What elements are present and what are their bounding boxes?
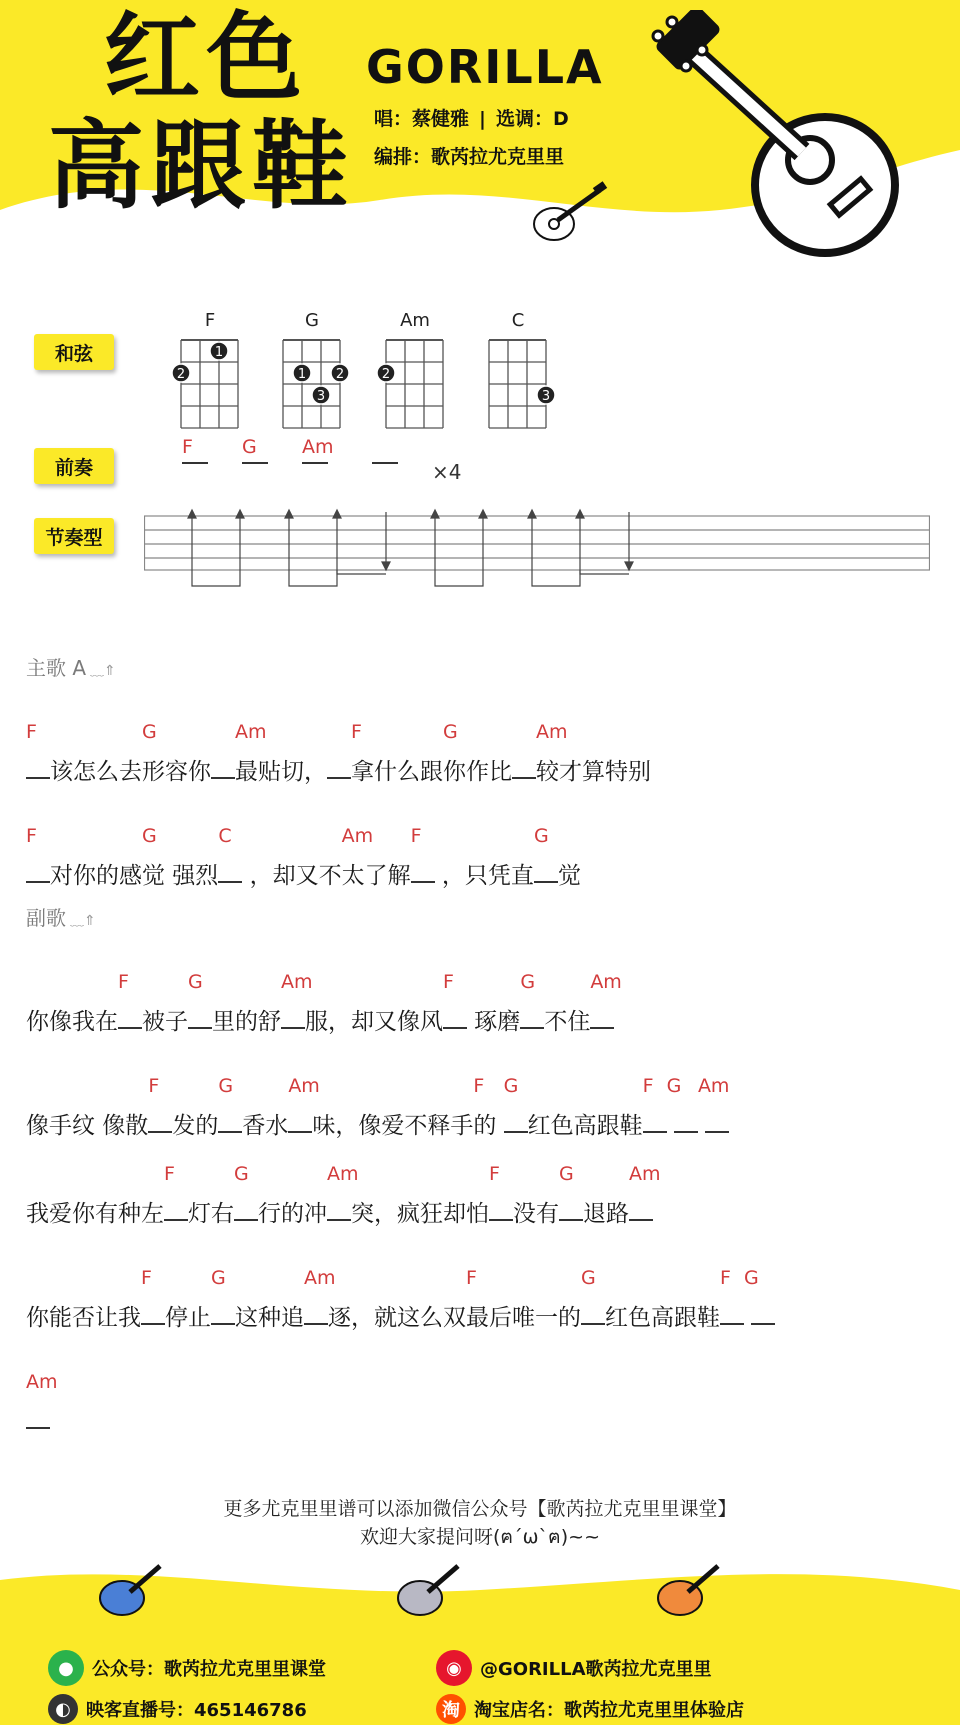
intro-beat-dash [372, 462, 398, 464]
lyric-segment [520, 968, 544, 1036]
lyric-segment [674, 1072, 698, 1140]
svg-text:3: 3 [541, 389, 551, 404]
verse-label: 主歌 A ﹏⇑ [26, 656, 116, 680]
beat-blank [218, 863, 242, 883]
chord-finger-dot [293, 364, 311, 382]
chord-finger-dot [537, 386, 555, 404]
lyric-segment [288, 1072, 320, 1140]
inke-contact: ◐ 映客直播号：465146786 [48, 1694, 307, 1724]
intro-chord-am: Am [302, 436, 334, 458]
lyric-text: 拿什么跟 [351, 759, 443, 785]
chord-fretboard [165, 334, 255, 430]
beat-blank [164, 1201, 188, 1221]
lyric-text: 最后唯一的 [466, 1305, 581, 1331]
beat-blank [720, 1305, 744, 1325]
lyric-segment [605, 1264, 720, 1332]
lyric-segment [164, 1160, 188, 1228]
chord-diagram-am [370, 310, 460, 428]
chord-label: Am [235, 721, 267, 743]
chord-label: Am [341, 825, 374, 847]
lyric-text: 服，却又像风 [305, 1009, 443, 1035]
lyric-text: 味，像爱不释手 [312, 1113, 474, 1139]
lyric-segment [211, 1264, 235, 1332]
chord-label: G [142, 825, 157, 847]
lyric-segment [697, 1072, 730, 1140]
chord-label: F [473, 1075, 485, 1097]
lyric-segment [534, 822, 558, 890]
brand-logo: GORILLA [366, 40, 604, 94]
header [0, 0, 960, 260]
chord-label: F [148, 1075, 160, 1097]
lyric-segment [188, 968, 212, 1036]
lyric-text: 退路 [583, 1201, 629, 1227]
chord-label: F [443, 971, 454, 993]
lyric-segment [142, 822, 218, 890]
lyric-segment [234, 1160, 258, 1228]
intro-beat-dash [302, 462, 328, 464]
lyric-segment [26, 1264, 141, 1332]
chord-finger-dot [210, 342, 228, 360]
lyric-segment [513, 1160, 559, 1228]
beat-blank [443, 1009, 467, 1029]
lyric-segment [304, 1264, 336, 1332]
lyric-text: 对你的感 [50, 863, 142, 889]
lyric-text: 没有 [513, 1201, 559, 1227]
lyric-segment [212, 968, 281, 1036]
lyric-segment [629, 1160, 661, 1228]
lyric-segment [583, 1160, 629, 1228]
lyric-segment [26, 1072, 148, 1140]
svg-text:2: 2 [335, 367, 345, 382]
svg-text:1: 1 [214, 345, 224, 360]
beat-blank [489, 1201, 513, 1221]
lyric-segment [435, 822, 534, 890]
lyric-segment [351, 718, 443, 786]
chord-label: Am [590, 971, 622, 993]
lyric-text: 你像我在 [26, 1009, 118, 1035]
chord-label: Am [327, 1163, 359, 1185]
song-title-line-2: 高跟鞋 [48, 110, 354, 222]
lyric-text: 的 [473, 1113, 504, 1139]
lyric-segment [118, 968, 142, 1036]
chord-label: F [410, 825, 422, 847]
guitar-illustration-icon [650, 10, 930, 270]
lyric-segment [165, 1264, 211, 1332]
lyric-segment [142, 968, 188, 1036]
beat-blank [188, 1009, 212, 1029]
chord-label: G [218, 1075, 234, 1097]
lyric-segment [559, 1160, 583, 1228]
beat-blank [705, 1113, 729, 1133]
lyric-segment [473, 1072, 503, 1140]
intro-chord-f: F [182, 436, 193, 458]
beat-blank [629, 1201, 653, 1221]
lyric-segment [489, 1160, 513, 1228]
chord-name: C [511, 310, 525, 331]
chord-label: F [351, 721, 362, 743]
chord-label: Am [697, 1075, 730, 1097]
lyric-text: 红色高跟鞋 [605, 1305, 720, 1331]
lyric-text: 你能否让我 [26, 1305, 141, 1331]
lyric-text: 不住 [544, 1009, 591, 1035]
lyric-segment [305, 968, 443, 1036]
taobao-contact: 淘 淘宝店名：歌芮拉尤克里里体验店 [436, 1694, 744, 1724]
lyric-segment [281, 968, 313, 1036]
chord-label: G [234, 1163, 249, 1185]
lyric-text [744, 1305, 751, 1331]
chord-label: F [489, 1163, 500, 1185]
chord-label: Am [629, 1163, 661, 1185]
lyric-segment [536, 718, 651, 786]
chord-diagram-g [267, 310, 357, 428]
chord-label: G [666, 1075, 682, 1097]
lyric-segment [148, 1072, 172, 1140]
beat-blank [674, 1113, 698, 1133]
lyric-text: 香水 [242, 1113, 289, 1139]
beat-blank [504, 1113, 528, 1133]
lyric-segment [342, 822, 411, 890]
section-marker-icon: ﹏⇑ [90, 663, 116, 679]
intro-chord-g: G [242, 436, 257, 458]
chord-label: Am [288, 1075, 320, 1097]
chord-name: G [305, 310, 319, 331]
chorus-line-3 [26, 1160, 946, 1230]
lyric-segment [26, 1160, 164, 1228]
beat-blank [281, 1009, 305, 1029]
lyric-text: 红色高跟鞋 [527, 1113, 643, 1139]
beat-blank [148, 1113, 172, 1133]
song-meta [374, 104, 569, 131]
lyric-segment [26, 1368, 58, 1436]
lyric-text: ，只凭直 [434, 863, 534, 889]
lyric-segment [235, 1264, 304, 1332]
lyric-segment [141, 1264, 165, 1332]
chord-fretboard [370, 334, 460, 430]
beat-blank [534, 863, 558, 883]
lyric-segment [50, 718, 142, 786]
chord-label: F [26, 825, 37, 847]
intro-repeat: ×4 [432, 460, 462, 484]
lyric-segment [751, 1264, 775, 1332]
lyric-segment [512, 718, 536, 786]
beat-blank [327, 1201, 351, 1221]
lyric-segment [528, 1072, 643, 1140]
beat-blank [581, 1305, 605, 1325]
lyric-text: 觉 强烈 [142, 863, 219, 889]
lyric-segment [351, 1160, 489, 1228]
chord-diagram-f [165, 310, 255, 428]
footer-note: 更多尤克里里谱可以添加微信公众号【歌芮拉尤克里里课堂】 [223, 1498, 737, 1520]
chord-name: Am [400, 310, 430, 331]
chord-name: F [204, 310, 216, 331]
svg-text:3: 3 [316, 389, 326, 404]
chord-diagram-c [473, 310, 563, 428]
chord-label: G [188, 971, 203, 993]
beat-blank [211, 1305, 235, 1325]
lyric-text: 这种追 [235, 1305, 304, 1331]
beat-blank [141, 1305, 165, 1325]
beat-blank [751, 1305, 775, 1325]
key: 选调：D [495, 108, 569, 130]
lyric-segment [211, 718, 235, 786]
chord-label: F [466, 1267, 477, 1289]
chord-label: G [211, 1267, 226, 1289]
weibo-contact: ◉ @GORILLA歌芮拉尤克里里 [436, 1650, 712, 1686]
beat-blank [26, 759, 50, 779]
lyric-segment [643, 1072, 667, 1140]
beat-blank [288, 1113, 312, 1133]
lyric-segment [242, 1072, 288, 1140]
weibo-icon: ◉ [436, 1650, 472, 1686]
chord-label: G [559, 1163, 574, 1185]
beat-blank [26, 863, 50, 883]
beat-blank [234, 1201, 258, 1221]
beat-blank [211, 759, 235, 779]
beat-blank [118, 1009, 142, 1029]
svg-text:1: 1 [297, 367, 307, 382]
chord-label: G [443, 721, 458, 743]
chord-label: F [164, 1163, 175, 1185]
lyric-segment [188, 1160, 234, 1228]
chord-label: G [142, 721, 157, 743]
lyric-segment [466, 1264, 581, 1332]
chord-label: F [118, 971, 129, 993]
beat-blank [590, 1009, 614, 1029]
chord-fretboard [267, 334, 357, 430]
chord-finger-dot [377, 364, 395, 382]
svg-text:2: 2 [381, 367, 391, 382]
intro-beat-dash [242, 462, 268, 464]
song-title-line-1: 红色 [104, 2, 308, 114]
lyric-segment [590, 968, 622, 1036]
lyric-segment [581, 1264, 605, 1332]
chord-label: G [520, 971, 536, 993]
lyric-segment [142, 718, 211, 786]
lyric-segment [443, 718, 512, 786]
chord-label: G [533, 825, 549, 847]
lyric-text: 我爱你有种左 [26, 1201, 164, 1227]
arranger: 编排：歌芮拉尤克里里 [374, 146, 565, 168]
taobao-icon: 淘 [436, 1694, 466, 1724]
lyric-text: 停止 [165, 1305, 211, 1331]
chord-label: G [744, 1267, 759, 1289]
inke-icon: ◐ [48, 1694, 78, 1724]
lyric-text: 被子 [142, 1009, 188, 1035]
lyric-segment [443, 968, 467, 1036]
lyric-segment [705, 1072, 729, 1140]
beat-blank [520, 1009, 544, 1029]
lyric-segment [258, 1160, 327, 1228]
chord-label: F [720, 1267, 731, 1289]
lyric-segment [544, 968, 590, 1036]
meta-separator: | [479, 108, 486, 130]
chord-fretboard [473, 334, 563, 430]
chord-label: C [218, 825, 232, 847]
rhythm-tag: 节奏型 [34, 518, 114, 554]
chords-tag: 和弦 [34, 334, 114, 370]
small-ukulele-icon [530, 180, 610, 250]
lyric-text: 琢磨 [467, 1009, 521, 1035]
section-marker-icon: ﹏⇑ [70, 913, 96, 929]
lyric-segment [720, 1264, 744, 1332]
lyric-segment [242, 822, 341, 890]
lyric-text: 觉 [557, 863, 581, 889]
lyric-segment [50, 822, 142, 890]
chorus-line-2 [26, 1072, 946, 1142]
wechat-icon: ● [48, 1650, 84, 1686]
lyric-text: 发的 [172, 1113, 219, 1139]
beat-blank [218, 1113, 242, 1133]
lyric-text: 你作比 [443, 759, 512, 785]
beat-blank [559, 1201, 583, 1221]
lyric-text: 像手纹 像散 [26, 1113, 149, 1139]
lyric-segment [26, 968, 118, 1036]
beat-blank [327, 759, 351, 779]
chorus-line-1 [26, 968, 946, 1038]
lyric-segment [558, 822, 581, 890]
lyric-segment [327, 1160, 359, 1228]
intro-beat-dash [182, 462, 208, 464]
lyric-segment [744, 1264, 759, 1332]
lyric-text: ，却又不 [242, 863, 342, 889]
lyric-segment [218, 1072, 242, 1140]
lyric-segment [172, 1072, 218, 1140]
lyric-text: 较才算特别 [536, 759, 651, 785]
beat-blank [643, 1113, 667, 1133]
chorus-line-5 [26, 1368, 946, 1438]
lyric-segment [467, 968, 520, 1036]
chord-label: Am [281, 971, 313, 993]
chord-label: G [503, 1075, 519, 1097]
lyric-segment [504, 1072, 528, 1140]
chord-label: F [141, 1267, 152, 1289]
lyric-segment [218, 822, 242, 890]
chord-finger-dot [312, 386, 330, 404]
lyric-segment [235, 718, 327, 786]
lyric-text: 里的舒 [212, 1009, 281, 1035]
verse-line-2 [26, 822, 946, 892]
lyric-text [667, 1113, 674, 1139]
chord-finger-dot [331, 364, 349, 382]
lyric-text: 最贴切， [235, 759, 327, 785]
chord-label: Am [536, 721, 568, 743]
rhythm-pattern [144, 508, 930, 596]
chord-label: Am [26, 1371, 58, 1393]
chord-label: F [26, 721, 37, 743]
lyric-segment [26, 718, 50, 786]
lyric-segment [666, 1072, 682, 1140]
lyric-segment [411, 822, 435, 890]
lyric-segment [328, 1264, 466, 1332]
beat-blank [26, 1409, 50, 1429]
lyric-text: 灯右 [188, 1201, 234, 1227]
verse-line-1 [26, 718, 946, 788]
lyric-segment [312, 1072, 473, 1140]
chord-label: Am [304, 1267, 336, 1289]
intro-tag: 前奏 [34, 448, 114, 484]
chord-finger-dot [172, 364, 190, 382]
svg-text:2: 2 [176, 367, 186, 382]
singer: 唱：蔡健雅 [374, 108, 470, 130]
chorus-label: 副歌 ﹏⇑ [26, 906, 96, 930]
beat-blank [512, 759, 536, 779]
lyric-segment [26, 822, 50, 890]
chord-label: F [642, 1075, 654, 1097]
lyric-text: 该怎么去 [50, 759, 142, 785]
wechat-contact: ● 公众号：歌芮拉尤克里里课堂 [48, 1650, 326, 1686]
lyric-segment [327, 718, 351, 786]
beat-blank [411, 863, 435, 883]
chord-label: G [581, 1267, 596, 1289]
lyric-text: 太了解 [341, 863, 411, 889]
lyric-text [698, 1113, 705, 1139]
lyric-text: 行的冲 [258, 1201, 327, 1227]
chorus-line-4 [26, 1264, 946, 1334]
lyric-text: 形容你 [142, 759, 211, 785]
footer-greeting: 欢迎大家提问呀(ฅ´ω`ฅ)~~ [360, 1526, 600, 1548]
lyric-text: 逐，就这么双 [328, 1305, 466, 1331]
beat-blank [304, 1305, 328, 1325]
lyric-text: 突，疯狂却怕 [351, 1201, 489, 1227]
